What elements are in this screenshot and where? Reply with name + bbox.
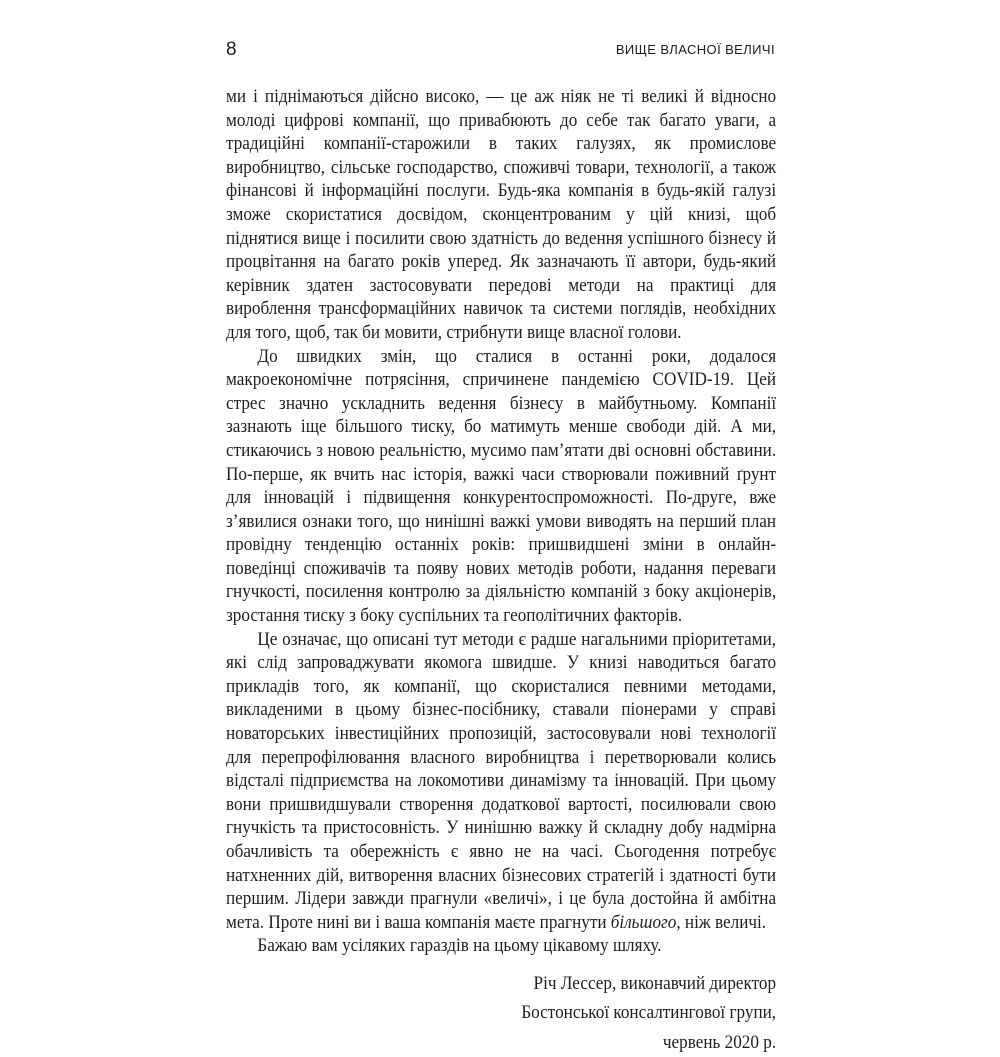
- signature-date: червень 2020 р.: [662, 1031, 777, 1053]
- running-head-title: ВИЩЕ ВЛАСНОЇ ВЕЛИЧІ: [615, 42, 775, 57]
- paragraph-1: ми і піднімаються дійсно високо, — це аж ніяк не ті великі й відносно молоді цифрові компанії, що привабюють до себе так багато уваги, а традиційні компанії-старожили в таких галузях, як промислове виробництво, сільське господарство, споживчі товари, технології, а також фінансові й інформаційні послуги. Будь-яка компанія в будь-якій галузі зможе скористатися досвідом, сконцентрованим у цій книзі, щоб піднятися вище і посилити свою здатність до ведення успішного бізнесу й процвітання на багато років уперед. Як зазначають її автори, будь-який керівник здатен застосовувати передові методи на практиці для вироблення трансформаційних навичок та системи поглядів, необхідних для того, щоб, так би мовити, стрибнути вище власної голови.: [226, 86, 777, 343]
- signature-block: [226, 969, 776, 1057]
- paragraph-3-emphasis: більшого: [610, 911, 677, 933]
- paragraph-3: [226, 628, 776, 935]
- page-number: 8: [226, 39, 237, 60]
- closing-wish: Бажаю вам усіляких гараздів на цьому цікавому шляху.: [257, 935, 662, 957]
- running-head: [226, 38, 775, 62]
- signature-name-title: Річ Лессер, виконавчий директор: [533, 972, 777, 994]
- paragraph-3-start: Це означає, що описані тут методи є радше нагальними пріоритетами, які слід запроваджувати якомога швидше. У книзі наводиться багато прикладів того, як компанії, що скористалися певними методами, викладеними в цьому бізнес-посібнику, ставали піонерами у справі новаторських інвестиційних пропозицій, застосовували нові технології для перепрофілювання власного виробництва і перетворювали колись відсталі підприємства на локомотиви динамізму та інновацій. При цьому вони пришвидшували створення додаткової вартості, посилювали свою гнучкість та пристосовність. У нинішню важку й складну добу надмірна обачливість та обережність є явно не на часі. Сьогодення потребує натхненних дій, витворення власних бізнесових стратегій і здатності бути першим. Лідери завжди прагнули «величі», і це була достойна й амбітна мета. Проте нині ви і ваша компанія маєте прагнути: [226, 628, 777, 933]
- signature-organization: Бостонської консалтингової групи,: [521, 1002, 777, 1024]
- paragraph-2: До швидких змін, що сталися в останні роки, додалося макроекономічне потрясіння, спричинене пандемією COVID-19. Цей стрес значно ускладнить ведення бізнесу в майбутньому. Компанії зазнають іще більшого тиску, бо матимуть менше свободи дій. А ми, стикаючись з новою реальністю, мусимо пам’ятати дві основні обставини. По-перше, як вчить нас історія, важкі часи створювали поживний ґрунт для інновацій і підвищення конкурентоспроможності. По-друге, вже з’явилися ознаки того, що нинішні важкі умови виводять на перший план провідну тенденцію останніх років: пришвидшені зміни в онлайн-поведінці споживачів та появу нових методів роботи, надання переваги гнучкості, посилення контролю за діяльністю компаній з боку акціонерів, зростання тиску з боку суспільних та геополітичних факторів.: [226, 345, 777, 627]
- paragraph-3-end: , ніж величі.: [676, 911, 767, 933]
- body-text: [226, 85, 776, 1057]
